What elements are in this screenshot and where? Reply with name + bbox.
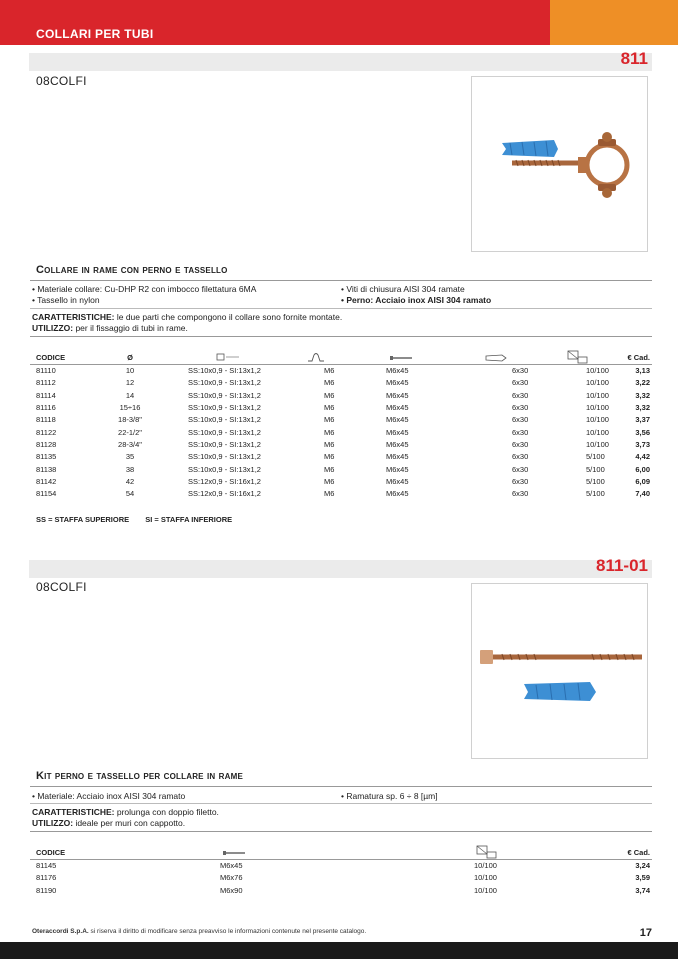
table-row (30, 414, 652, 426)
table-cell: 35 (125, 452, 135, 462)
table-cell: 6x30 (512, 378, 529, 388)
divider (30, 336, 652, 337)
table-cell: M6x45 (386, 403, 409, 413)
table-cell: SS:10x0,9 - SI:13x1,2 (188, 427, 261, 437)
table-cell: M6x76 (220, 873, 243, 883)
table-cell: 81176 (36, 873, 57, 883)
footer-disclaimer (32, 928, 366, 935)
table-cell: 6x30 (512, 403, 529, 413)
table-cell: 6x30 (512, 427, 529, 437)
table-cell: 10 (125, 366, 135, 376)
table-cell: M6x45 (386, 439, 409, 449)
table-cell: 10/100 (474, 861, 497, 871)
top-banner (0, 0, 678, 45)
table-row (30, 426, 652, 438)
table-cell: M6x45 (386, 366, 409, 376)
table-cell: 5/100 (586, 452, 605, 462)
table-cell: 6,00 (635, 464, 650, 474)
footer-company: Oteraccordi S.p.A. (32, 928, 89, 935)
table-cell: 3,56 (635, 427, 650, 437)
col-header-packaging (536, 350, 620, 365)
table-cell: 10/100 (586, 427, 609, 437)
col-header-diameter: Ø (127, 352, 133, 362)
product-code: 811 (620, 49, 648, 68)
table-cell: SS:10x0,9 - SI:13x1,2 (188, 439, 261, 449)
table-cell: 3,32 (635, 390, 650, 400)
table-cell: M6 (324, 366, 335, 376)
table-cell: 38 (125, 464, 135, 474)
table-cell: 81128 (36, 439, 57, 449)
table-row (30, 487, 652, 499)
col-header-packaging (360, 845, 610, 860)
table-cell: SS:10x0,9 - SI:13x1,2 (188, 366, 261, 376)
table-cell: 3,24 (635, 861, 650, 871)
legend (36, 515, 232, 524)
table-cell: 81122 (36, 427, 57, 437)
feature-item: • Ramatura sp. 6 ÷ 8 [µm] (341, 791, 438, 801)
table-row (30, 884, 652, 896)
table-cell: 22-1/2" (118, 427, 142, 437)
product-code-bar (29, 49, 652, 71)
product-code: 811-01 (596, 556, 648, 575)
col-header-screw (140, 845, 360, 860)
top-banner-accent (550, 0, 678, 45)
table-cell: 81190 (36, 885, 57, 895)
table-cell: SS:10x0,9 - SI:13x1,2 (188, 464, 261, 474)
feature-item: • Materiale collare: Cu-DHP R2 con imbocco filettatura 6MA (32, 284, 257, 294)
table-row (30, 377, 652, 389)
table-cell: 6x30 (512, 452, 529, 462)
table-cell: M6 (324, 452, 335, 462)
table-cell: 81138 (36, 464, 57, 474)
table-cell: M6 (324, 476, 335, 486)
legend-si: SI = STAFFA INFERIORE (145, 515, 233, 524)
table-header-row (30, 845, 652, 860)
table-cell: M6 (324, 464, 335, 474)
table-cell: M6x45 (386, 427, 409, 437)
table-cell: M6x45 (386, 415, 409, 425)
table-cell: 81110 (36, 366, 56, 376)
product-brand: 08COLFI (36, 580, 87, 594)
table-cell: 3,32 (635, 403, 650, 413)
feature-item: • Materiale: Acciaio inox AISI 304 ramato (32, 791, 186, 801)
table-cell: 5/100 (586, 476, 605, 486)
table-cell: 10/100 (586, 378, 609, 388)
table-cell: 10/100 (474, 885, 497, 895)
table-cell: 10/100 (586, 439, 609, 449)
divider (30, 831, 652, 832)
usage-label: UTILIZZO: (32, 817, 74, 828)
packaging-icon (476, 845, 498, 859)
divider (30, 803, 652, 804)
clamp-dimension-icon (215, 352, 241, 362)
legend-ss: SS = STAFFA SUPERIORE (36, 515, 130, 524)
col-header-code: CODICE (36, 847, 66, 857)
table-cell: 3,37 (635, 415, 650, 425)
table-cell: SS:12x0,9 - SI:16x1,2 (188, 476, 261, 486)
divider (30, 308, 652, 309)
feature-item: • Perno: Acciaio inox AISI 304 ramato (341, 295, 492, 305)
clamp-thread-icon (306, 352, 326, 362)
table-cell: M6x45 (386, 378, 409, 388)
table-row (30, 463, 652, 475)
table-cell: SS:10x0,9 - SI:13x1,2 (188, 415, 261, 425)
feature-item: • Viti di chiusura AISI 304 ramate (341, 284, 465, 294)
table-row (30, 451, 652, 463)
table-cell: 3,13 (635, 366, 650, 376)
table-cell: 15÷16 (119, 403, 141, 413)
table-cell: 10/100 (586, 403, 609, 413)
col-header-price: € Cad. (627, 352, 650, 362)
usage-label: UTILIZZO: (32, 322, 74, 333)
table-cell: 81154 (36, 489, 57, 499)
table-cell: 3,73 (635, 439, 650, 449)
table-cell: SS:10x0,9 - SI:13x1,2 (188, 403, 261, 413)
product-brand: 08COLFI (36, 74, 87, 88)
table-row (30, 475, 652, 487)
usage-text: ideale per muri con cappotto. (73, 817, 186, 828)
table-row (30, 401, 652, 413)
table-cell: 10/100 (586, 415, 609, 425)
col-header-thread (286, 350, 346, 365)
characteristics-text: le due parti che compongono il collare sono fornite montate. (114, 312, 343, 322)
table-cell: 6x30 (512, 489, 529, 499)
table-cell: M6x45 (386, 452, 409, 462)
table-cell: 3,22 (635, 378, 650, 388)
table-cell: 81145 (36, 861, 57, 871)
col-header-clamp (170, 350, 286, 365)
product-title: Kit perno e tassello per collare in rame (36, 770, 243, 782)
table-cell: M6x45 (386, 476, 409, 486)
section-title: COLLARI PER TUBI (36, 27, 154, 41)
table-cell: SS:10x0,9 - SI:13x1,2 (188, 378, 261, 388)
table-cell: M6x90 (220, 885, 243, 895)
table-cell: 54 (125, 489, 135, 499)
divider (30, 280, 652, 281)
col-header-screw (346, 350, 456, 365)
table-cell: 28-3/4" (118, 439, 142, 449)
table-cell: M6 (324, 427, 335, 437)
table-cell: 81116 (36, 403, 56, 413)
col-header-anchor (456, 350, 536, 365)
product-photo (471, 76, 648, 252)
table-row (30, 872, 652, 884)
table-row (30, 860, 652, 872)
table-cell: 81114 (36, 390, 56, 400)
usage-text: per il fissaggio di tubi in rame. (73, 322, 188, 333)
table-row (30, 389, 652, 401)
table-cell: M6x45 (386, 464, 409, 474)
pipe-clamp-image (472, 77, 649, 253)
table-cell: 81142 (36, 476, 57, 486)
table-cell: 3,74 (635, 885, 650, 895)
table-cell: SS:12x0,9 - SI:16x1,2 (188, 489, 261, 499)
table-cell: 7,40 (635, 489, 650, 499)
table-cell: M6 (324, 439, 335, 449)
table-header-row (30, 350, 652, 365)
table-cell: 10/100 (586, 390, 609, 400)
table-cell: 10/100 (586, 366, 609, 376)
table-cell: SS:10x0,9 - SI:13x1,2 (188, 390, 261, 400)
product-title: Collare in rame con perno e tassello (36, 264, 228, 276)
table-cell: 5/100 (586, 489, 605, 499)
anchor-icon (485, 354, 507, 362)
table-row (30, 365, 652, 377)
table-cell: 6x30 (512, 415, 529, 425)
table-cell: 6x30 (512, 476, 529, 486)
footer-text: si riserva il diritto di modificare senza preavviso le informazioni contenute nel presente catalogo. (88, 928, 367, 935)
characteristics-label: CARATTERISTICHE: (32, 807, 115, 817)
bottom-bar (0, 942, 678, 959)
table-cell: 6x30 (512, 366, 529, 376)
table-cell: 10/100 (474, 873, 497, 883)
table-cell: 18-3/8" (118, 415, 142, 425)
table-cell: 42 (125, 476, 135, 486)
table-cell: 3,59 (635, 873, 650, 883)
table-cell: M6x45 (220, 861, 243, 871)
table-cell: M6 (324, 489, 335, 499)
table-cell: M6 (324, 378, 335, 388)
page-number: 17 (639, 927, 652, 939)
feature-item: • Tassello in nylon (32, 295, 100, 305)
table-cell: 81118 (36, 415, 56, 425)
divider (30, 786, 652, 787)
characteristics-label: CARATTERISTICHE: (32, 312, 115, 322)
table-cell: M6 (324, 403, 335, 413)
table-cell: M6 (324, 390, 335, 400)
table-cell: 6,09 (635, 476, 650, 486)
table-cell: 81112 (36, 378, 56, 388)
table-cell: M6x45 (386, 390, 409, 400)
table-cell: 5/100 (586, 464, 605, 474)
packaging-icon (567, 350, 589, 364)
col-header-code: CODICE (36, 352, 66, 362)
bolt-anchor-kit-image (472, 584, 649, 760)
screw-icon (389, 354, 413, 362)
characteristics (32, 312, 342, 333)
table-cell: 6x30 (512, 464, 529, 474)
table-cell: 14 (125, 390, 135, 400)
characteristics (32, 807, 219, 828)
table-cell: M6 (324, 415, 335, 425)
col-header-price: € Cad. (627, 847, 650, 857)
table-row (30, 438, 652, 450)
table-cell: M6x45 (386, 489, 409, 499)
table-cell: 6x30 (512, 439, 529, 449)
table-cell: SS:10x0,9 - SI:13x1,2 (188, 452, 261, 462)
characteristics-text: prolunga con doppio filetto. (114, 807, 219, 817)
product-photo (471, 583, 648, 759)
screw-icon (222, 849, 246, 857)
product-table (30, 845, 652, 896)
product-code-bar (29, 556, 652, 578)
table-cell: 4,42 (635, 452, 650, 462)
table-cell: 6x30 (512, 390, 529, 400)
product-table (30, 350, 652, 500)
table-cell: 12 (125, 378, 135, 388)
table-cell: 81135 (36, 452, 57, 462)
